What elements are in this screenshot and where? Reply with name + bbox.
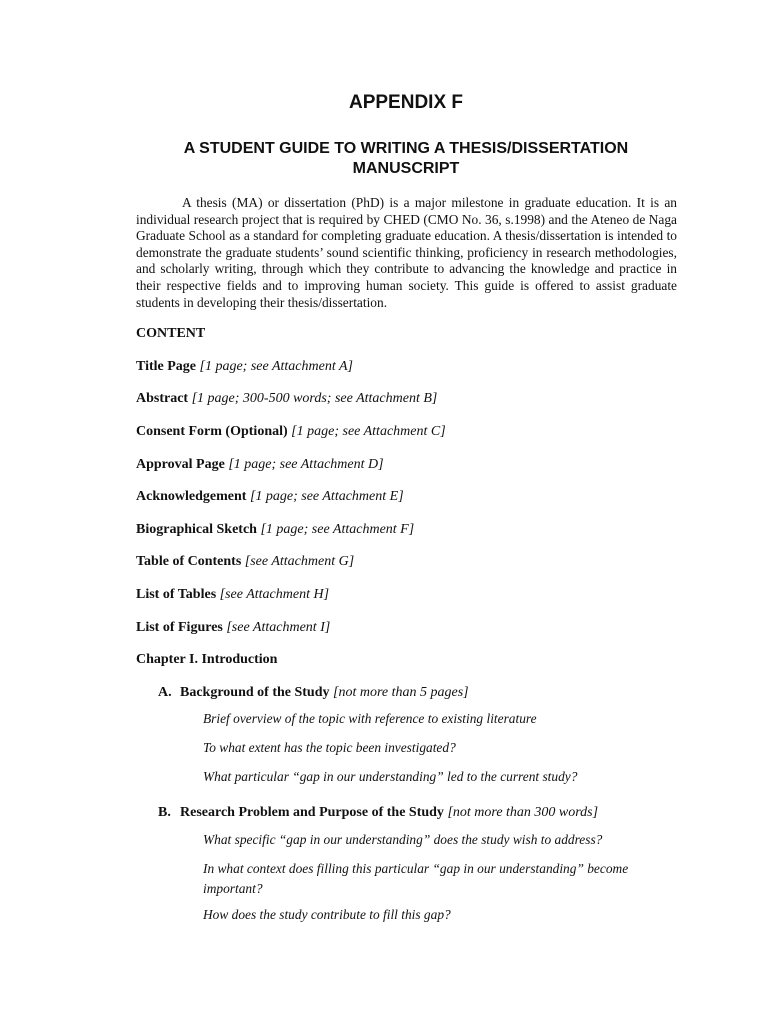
bullet-text: Brief overview of the topic with reference to existing literature	[203, 711, 537, 726]
content-item-note: [see Attachment H]	[219, 587, 330, 602]
bullet-item	[180, 859, 650, 899]
content-item-label: Acknowledgement	[136, 489, 247, 504]
bullet-text: What particular “gap in our understanding” led to the current study?	[203, 769, 578, 784]
content-item-label: Title Page	[136, 359, 197, 374]
chapter-heading: Chapter I. Introduction	[136, 652, 278, 667]
section-note: [not more than 5 pages]	[333, 685, 469, 700]
section-heading	[158, 805, 598, 821]
bullet-text: To what extent has the topic been investigated?	[203, 740, 456, 755]
section-heading	[158, 685, 469, 701]
content-item-label: Abstract	[136, 391, 189, 406]
content-item-note: [1 page; see Attachment F]	[260, 522, 415, 537]
section-label: Research Problem and Purpose of the Study	[180, 805, 444, 820]
content-item-note: [1 page; see Attachment C]	[291, 424, 446, 439]
content-item-note: [1 page; see Attachment E]	[249, 489, 404, 504]
content-item	[136, 391, 437, 407]
guide-title: A STUDENT GUIDE TO WRITING A THESIS/DISSERTATION MANUSCRIPT	[183, 140, 629, 177]
content-item-label: List of Tables	[136, 587, 217, 602]
content-item-label: List of Figures	[136, 620, 223, 635]
content-item	[136, 522, 414, 538]
content-item-note: [see Attachment I]	[226, 620, 331, 635]
bullet-text: What specific “gap in our understanding” does the study wish to address?	[203, 832, 603, 847]
content-item-label: Biographical Sketch	[136, 522, 257, 537]
bullet-item	[180, 905, 680, 925]
section-letter: A.	[158, 685, 172, 700]
section-note: [not more than 300 words]	[447, 805, 599, 820]
content-item-label: Approval Page	[136, 457, 225, 472]
content-item	[136, 359, 353, 375]
content-item	[136, 620, 330, 636]
intro-paragraph: A thesis (MA) or dissertation (PhD) is a major milestone in graduate education. It is an individual research project that is required by CHED (CMO No. 36, s.1998) and the Ateneo de Naga Graduate School as a standard for completing graduate education. A thesis/dissertation is intended to demonstrate the graduate students’ sound scientific thinking, proficiency in research methodologies, and scholarly writing, through which they contribute to advancing the knowledge and practice in their respective fields and to improving human society. This guide is offered to assist graduate students in developing their thesis/dissertation.	[136, 195, 677, 310]
bullet-item	[180, 709, 680, 729]
content-item-note: [1 page; see Attachment D]	[228, 457, 384, 472]
bullet-item	[180, 830, 680, 850]
content-item-label: Table of Contents	[136, 554, 242, 569]
bullet-text: How does the study contribute to fill this gap?	[203, 907, 451, 922]
bullet-item	[180, 738, 680, 758]
content-item	[136, 489, 404, 505]
section-letter: B.	[158, 805, 171, 820]
content-item	[136, 424, 446, 440]
content-item	[136, 587, 329, 603]
bullet-item	[180, 767, 680, 787]
bullet-text: In what context does filling this particular “gap in our understanding” become important?	[203, 861, 629, 896]
content-item	[136, 554, 354, 570]
content-heading: CONTENT	[136, 326, 206, 341]
section-label: Background of the Study	[180, 685, 330, 700]
content-item	[136, 457, 384, 473]
content-item-note: [1 page; see Attachment A]	[199, 359, 353, 374]
appendix-title: APPENDIX F	[348, 92, 464, 113]
content-item-note: [1 page; 300-500 words; see Attachment B]	[191, 391, 438, 406]
content-item-label: Consent Form (Optional)	[136, 424, 288, 439]
content-item-note: [see Attachment G]	[244, 554, 355, 569]
